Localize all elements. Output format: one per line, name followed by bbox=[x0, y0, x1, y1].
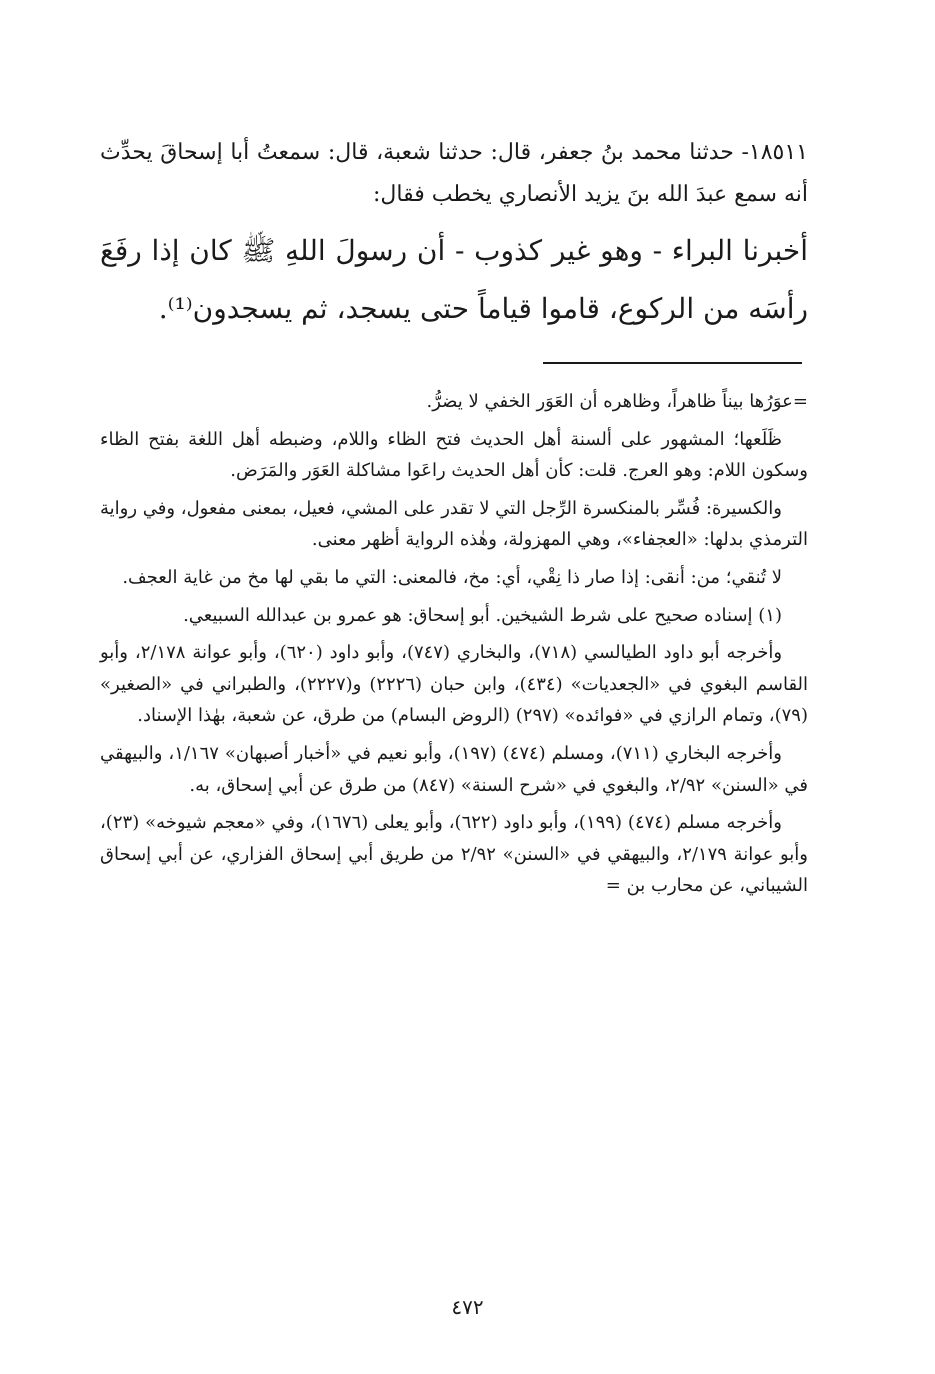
footnote-paragraph: وأخرجه البخاري (٧١١)، ومسلم (٤٧٤) (١٩٧)، وأبو نعيم في «أخبار أصبهان» ١/١٦٧، والبيهقي في «السنن» ٢/٩٢، والبغوي في «شرح السنة» (٨٤٧) من طرق عن أبي إسحاق، به. bbox=[100, 742, 808, 796]
footnote-1: (١) إسناده صحيح على شرط الشيخين. أبو إسحاق: هو عمرو بن عبدالله السبيعي. bbox=[183, 604, 782, 626]
footnote-paragraph: وأخرجه مسلم (٤٧٤) (١٩٩)، وأبو داود (٦٢٢)، وأبو يعلى (١٦٧٦)، وفي «معجم شيوخه» (٢٣)، وأبو عوانة ٢/١٧٩، والبيهقي في «السنن» ٢/٩٢ من طريق أبي إسحاق الفزاري، عن أبي إسحاق الشيباني، عن محارب بن = bbox=[100, 812, 808, 897]
hadith-block bbox=[100, 132, 808, 338]
footnote-paragraph: ظَلَعها؛ المشهور على ألسنة أهل الحديث فتح الظاء واللام، وضبطه أهل اللغة بفتح الظاء وسكون اللام: وهو العرج. قلت: كأن أهل الحديث راعَوا مشاكلة العَوَر والمَرَض. bbox=[100, 428, 808, 482]
footnote-paragraph: والكسيرة: فُسِّر بالمنكسرة الرِّجل التي لا تقدر على المشي، فعيل، بمعنى مفعول، وفي رواية الترمذي بدلها: «العجفاء»، وهي المهزولة، وهٰذه الرواية أظهر معنى. bbox=[100, 497, 808, 551]
hadith-isnad: ١٨٥١١- حدثنا محمد بنُ جعفر، قال: حدثنا شعبة، قال: سمعتُ أبا إسحاقَ يحدِّث أنه سمع عبدَ الله بنَ يزيد الأنصاري يخطب فقال: bbox=[100, 140, 808, 207]
footnote-paragraph: لا تُنقي؛ من: أنقى: إذا صار ذا نِقْي، أي: مخ، فالمعنى: التي ما بقي لها مخ من غاية العجف. bbox=[122, 566, 782, 588]
footnote-continuation: =عوَرُها بيناً ظاهراً، وظاهره أن العَوَر الخفي لا يضرُّ. bbox=[426, 391, 808, 412]
page-number: ٤٧٢ bbox=[451, 1295, 484, 1319]
footnotes bbox=[100, 386, 808, 908]
hadith-matn: أخبرنا البراء - وهو غير كذوب - أن رسولَ اللهِ ﷺ كان إذا رفَعَ رأسَه من الركوع، قاموا قياماً حتى يسجد، ثم يسجدون⁽¹⁾. bbox=[100, 234, 808, 325]
footnote-separator bbox=[543, 362, 802, 364]
footnote-paragraph: وأخرجه أبو داود الطيالسي (٧١٨)، والبخاري (٧٤٧)، وأبو داود (٦٢٠)، وأبو عوانة ٢/١٧٨، وأبو القاسم البغوي في «الجعديات» (٤٣٤)، وابن حبان (٢٢٢٦) و(٢٢٢٧)، والطبراني في «الصغير» (٧٩)، وتمام الرازي في «فوائده» (٢٩٧) (الروض البسام) من طرق، عن شعبة، بهٰذا الإسناد. bbox=[100, 642, 809, 727]
